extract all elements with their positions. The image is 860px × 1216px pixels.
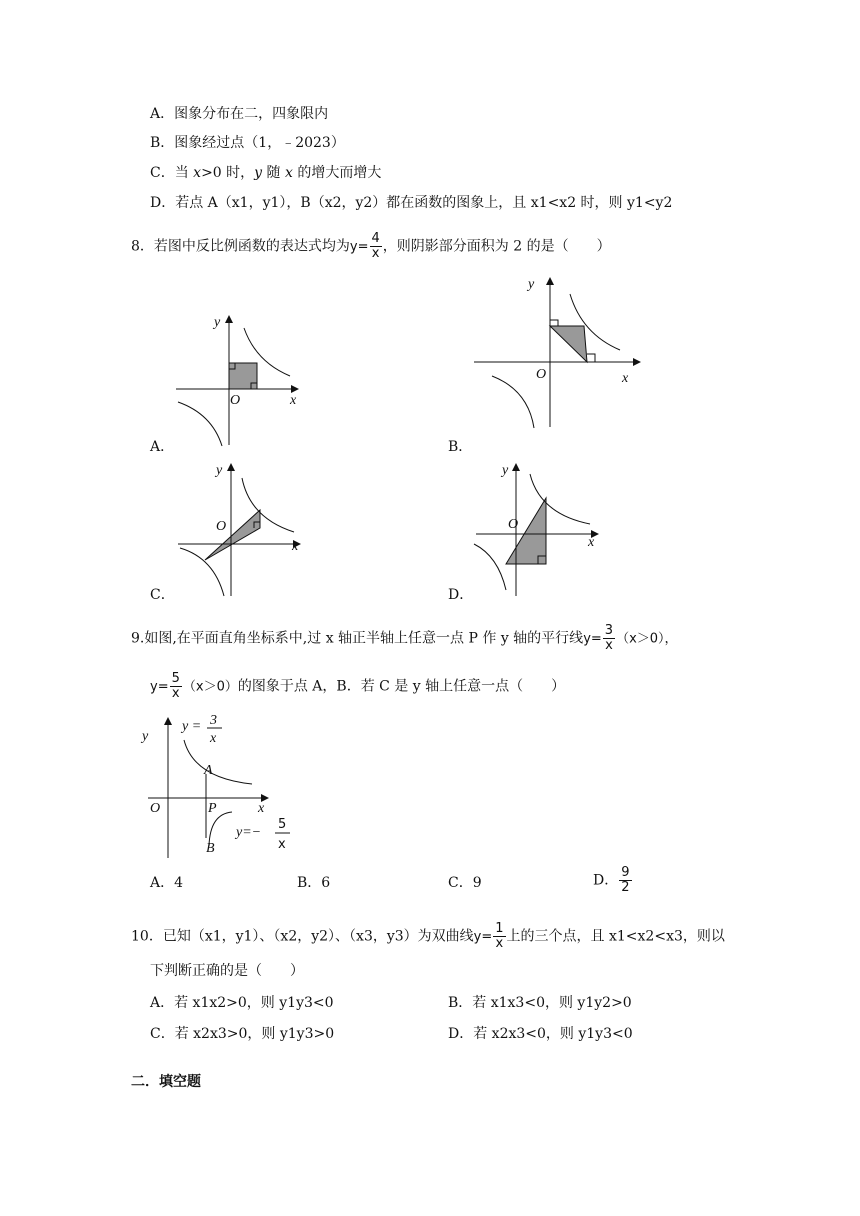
- q9-f1-fraction: [603, 624, 615, 653]
- q7-c-x: x: [193, 165, 202, 181]
- q9-stem-line2: [150, 672, 565, 701]
- shaded-triangle: [205, 510, 260, 560]
- label-y: y: [502, 463, 509, 478]
- q9-f1-y: y=: [583, 631, 602, 647]
- label-x: x: [292, 539, 299, 554]
- q10-post: 上的三个点，且 x1<x2<x3，则以: [506, 928, 725, 945]
- q7-c-x2: x: [285, 165, 293, 181]
- q7-c-mid: >0 时，: [201, 165, 255, 181]
- q10-fraction: [493, 922, 505, 951]
- q10-den: x: [495, 936, 504, 951]
- q8-frac-num: 4: [371, 231, 380, 246]
- q7-c-post: 的增大而增大: [292, 165, 382, 181]
- q9-option-b: B．6: [297, 875, 331, 891]
- q9-d-fraction: [619, 866, 631, 895]
- label-origin: O: [150, 801, 161, 816]
- label-point-b: B: [206, 841, 215, 856]
- shaded-triangle: [550, 326, 587, 362]
- q9-f2-den: x: [171, 686, 180, 701]
- q7-option-a: A．图象分布在二，四象限内: [150, 106, 329, 122]
- q10-pre: 10．已知（x1，y1）、（x2，y2）、（x3，y3）为双曲线: [131, 928, 474, 945]
- q8-stem: [131, 232, 611, 261]
- q10-option-c: C．若 x2x3>0，则 y1y3>0: [150, 1026, 335, 1042]
- q9-d-label: D．: [593, 872, 619, 889]
- q10-y-eq: y=: [473, 929, 493, 945]
- label-y: y: [142, 729, 149, 744]
- q8-frac-den: x: [371, 246, 380, 261]
- hyperbola-branch-2: [180, 548, 224, 596]
- q9-f2-fraction: [170, 672, 182, 701]
- label-origin: O: [230, 393, 241, 408]
- label-x: x: [622, 371, 629, 386]
- q7-c-y: y: [254, 165, 263, 181]
- q8-y-eq: y=: [349, 239, 369, 255]
- q10-stem-line2: 下判断正确的是（ ）: [150, 963, 304, 979]
- hyperbola-branch-2: [178, 402, 222, 446]
- q9-line2-post: 的图象于点 A，B．若 C 是 y 轴上任意一点（ ）: [237, 678, 566, 695]
- q9-f1-num: 3: [604, 623, 614, 638]
- q9-option-a: A．4: [150, 875, 184, 891]
- label-y: y: [214, 315, 221, 330]
- right-angle-mark: [550, 320, 558, 326]
- q10-stem-line1: [131, 922, 725, 951]
- q8-graph-b: [470, 272, 650, 432]
- section-heading-fill-in: 二．填空题: [131, 1074, 201, 1090]
- hyperbola-branch-2: [492, 376, 534, 428]
- graph-label-top: y =: [182, 719, 202, 734]
- q8-fraction: [370, 232, 382, 261]
- q9-f2-num: 5: [171, 671, 180, 686]
- q9-f1-den: x: [605, 638, 613, 653]
- label-x: x: [290, 393, 297, 408]
- label-x: x: [258, 801, 265, 816]
- q7-option-c: [150, 164, 381, 182]
- q9-stem-line1: [131, 624, 678, 653]
- label-y: y: [528, 277, 535, 292]
- q8-stem-post: ，则阴影部分面积为 2 的是（ ）: [382, 238, 611, 255]
- graph-top-den: x: [210, 731, 217, 746]
- graph-top-num: 3: [210, 713, 217, 728]
- label-point-a: A: [204, 763, 213, 778]
- q7-option-d: D．若点 A（x1，y1），B（x2，y2）都在函数的图象上，且 x1<x2 时，则 y1<y2: [150, 195, 673, 211]
- label-origin: O: [536, 367, 547, 382]
- curve-y-3-over-x: [184, 740, 252, 784]
- q8-option-c-label: C．: [150, 587, 175, 603]
- q9-f1-cond: （x＞0），: [616, 631, 678, 647]
- q8-option-a-label: A．: [150, 439, 175, 455]
- q9-d-den: 2: [621, 880, 630, 895]
- q9-d-num: 9: [621, 865, 630, 880]
- q8-option-d-label: D．: [448, 587, 474, 603]
- label-origin: O: [508, 517, 519, 532]
- q8-option-b-label: B．: [448, 439, 473, 455]
- q9-option-c: C．9: [448, 875, 482, 891]
- label-y: y: [216, 463, 223, 478]
- q7-c-mid2: 随: [262, 165, 285, 181]
- q9-f2-cond: （x＞0）: [182, 679, 238, 695]
- right-angle-mark: [587, 354, 595, 362]
- label-point-p: P: [208, 801, 217, 816]
- q9-f2-y: y=: [150, 679, 169, 695]
- q8-graph-c: [172, 458, 312, 598]
- q8-graph-a: [170, 310, 310, 450]
- graph-bottom-num: 5: [278, 817, 287, 832]
- q7-option-b: B．图象经过点（1，﹣2023）: [150, 135, 345, 151]
- hyperbola-branch-2: [474, 544, 506, 590]
- shaded-rectangle: [229, 363, 257, 389]
- label-origin: O: [216, 519, 227, 534]
- graph-bottom-den: x: [278, 837, 286, 852]
- q8-graph-d: [470, 458, 610, 598]
- q9-graph: [140, 712, 310, 862]
- q10-option-a: A．若 x1x2>0，则 y1y3<0: [150, 995, 334, 1011]
- q9-line1-pre: 9.如图,在平面直角坐标系中,过 x 轴正半轴上任意一点 P 作 y 轴的平行线: [131, 630, 584, 647]
- q7-c-pre: C．当: [150, 165, 194, 181]
- q10-option-d: D．若 x2x3<0，则 y1y3<0: [448, 1026, 633, 1042]
- label-x: x: [588, 535, 595, 550]
- q9-option-d: [593, 866, 633, 895]
- q10-option-b: B．若 x1x3<0，则 y1y2>0: [448, 995, 632, 1011]
- q10-num: 1: [495, 921, 504, 936]
- q8-stem-pre: 8．若图中反比例函数的表达式均为: [131, 238, 350, 255]
- graph-label-bottom: y=−: [236, 825, 262, 840]
